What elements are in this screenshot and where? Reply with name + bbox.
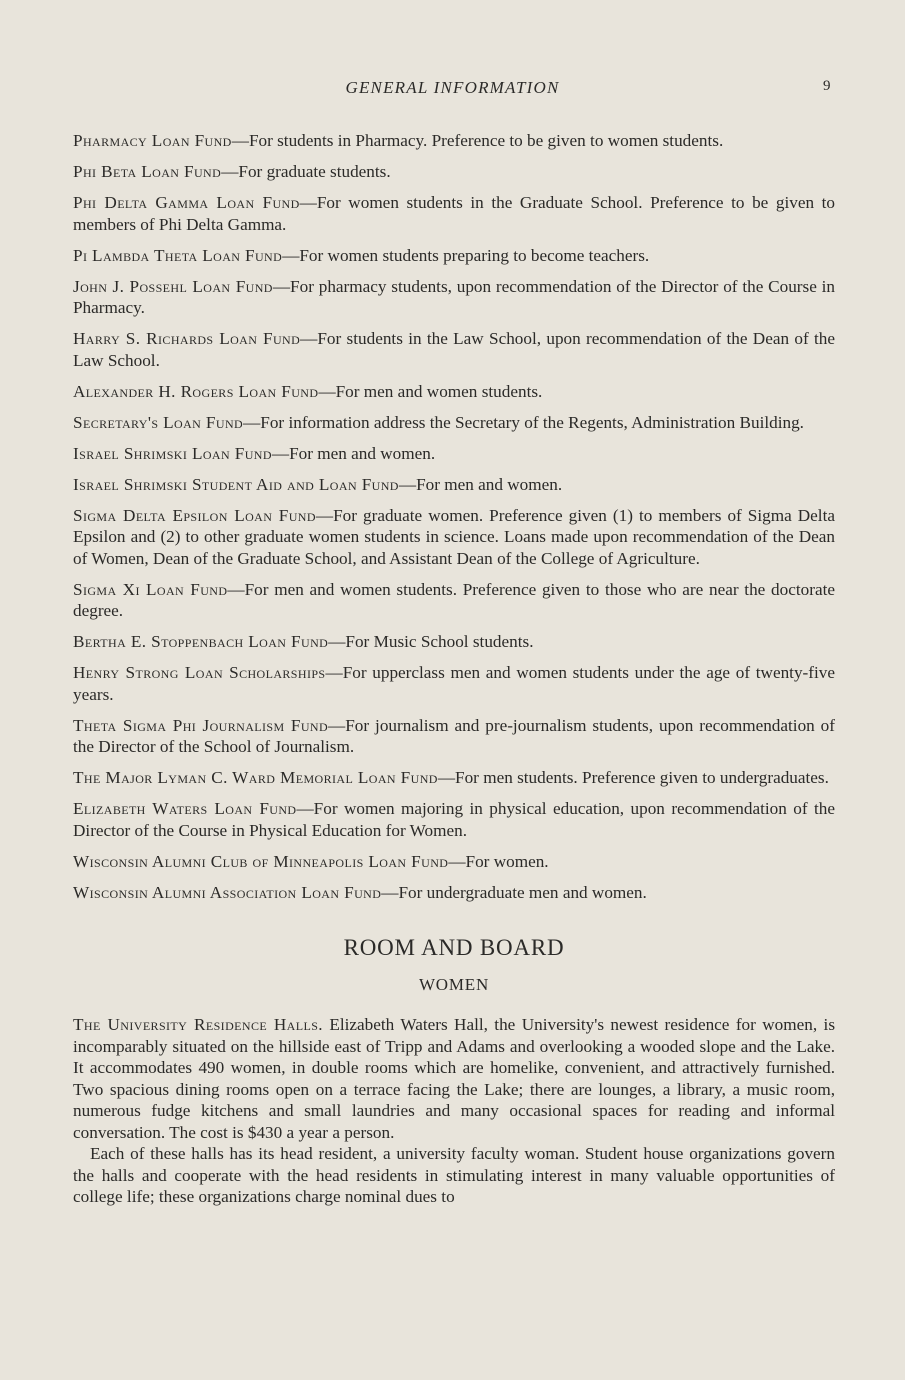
- loan-fund-entry: [73, 851, 835, 873]
- loan-fund-entry: [73, 245, 835, 267]
- fund-name: Phi Delta Gamma Loan Fund: [73, 193, 300, 212]
- loan-fund-entry: [73, 412, 835, 434]
- fund-name: Pharmacy Loan Fund: [73, 131, 232, 150]
- fund-name: John J. Possehl Loan Fund: [73, 276, 273, 296]
- fund-description: —For men and women students.: [318, 381, 543, 401]
- page-number: 9: [823, 78, 831, 94]
- fund-description: —For men and women.: [398, 474, 563, 494]
- fund-name: Henry Strong Loan Scholarships: [73, 663, 326, 682]
- loan-fund-list: [73, 130, 835, 903]
- head-resident-paragraph: Each of these halls has its head resident, a university faculty woman. Student house organizations govern the halls and cooperate with the head residents in stimulating interest in many valuable opportunities of college life; these organizations charge nominal dues to: [73, 1144, 835, 1206]
- fund-description: —For graduate students.: [221, 162, 391, 181]
- fund-description: —For Music School students.: [328, 632, 534, 651]
- fund-description: —For journalism and pre-journalism students, upon recommendation of the Director of the School of Journalism.: [73, 715, 836, 756]
- fund-name: Elizabeth Waters Loan Fund: [73, 799, 297, 818]
- loan-fund-entry: [73, 767, 835, 789]
- loan-fund-entry: [73, 161, 835, 183]
- fund-name: Israel Shrimski Loan Fund: [73, 443, 272, 463]
- fund-name: Wisconsin Alumni Association Loan Fund: [73, 882, 382, 902]
- fund-name: Sigma Delta Epsilon Loan Fund: [73, 505, 316, 525]
- running-header: [0, 78, 905, 100]
- loan-fund-entry: [73, 276, 835, 319]
- subsection-heading: WOMEN: [418, 975, 490, 994]
- loan-fund-entry: [73, 474, 835, 496]
- loan-fund-entry: [73, 328, 835, 371]
- fund-name: Pi Lambda Theta Loan Fund: [73, 245, 283, 265]
- fund-name: Israel Shrimski Student Aid and Loan Fund: [73, 474, 399, 494]
- loan-fund-entry: [73, 505, 835, 570]
- loan-fund-entry: [73, 192, 835, 235]
- fund-description: —For graduate women. Preference given (1) to members of Sigma Delta Epsilon and (2) to other graduate women students in science. Loans made upon recommendation of the Dean of Women, Dean of the Graduate School, and Assistant Dean of the College of Agriculture.: [73, 505, 835, 568]
- fund-description: —For men students. Preference given to undergraduates.: [437, 768, 829, 787]
- running-title: GENERAL INFORMATION: [345, 78, 560, 97]
- fund-name: Sigma Xi Loan Fund: [73, 579, 228, 599]
- fund-description: —For men and women.: [271, 443, 436, 463]
- section-heading: ROOM AND BOARD: [343, 935, 565, 960]
- loan-fund-entry: [73, 882, 835, 904]
- fund-description: —For upperclass men and women students under the age of twenty-five years.: [73, 663, 835, 704]
- fund-name: Harry S. Richards Loan Fund: [73, 329, 301, 348]
- loan-fund-entry: [73, 130, 835, 152]
- paragraph-lead: The University Residence Halls.: [73, 1015, 323, 1034]
- loan-fund-entry: [73, 715, 835, 758]
- loan-fund-entry: [73, 798, 835, 841]
- fund-name: Secretary's Loan Fund: [73, 412, 244, 432]
- loan-fund-entry: [73, 443, 835, 465]
- loan-fund-entry: [73, 381, 835, 403]
- fund-description: —For women.: [448, 851, 549, 871]
- fund-name: The Major Lyman C. Ward Memorial Loan Fund: [73, 768, 438, 787]
- fund-description: —For men and women students. Preference given to those who are near the doctorate degree.: [73, 579, 835, 620]
- loan-fund-entry: [73, 662, 835, 705]
- loan-fund-entry: [73, 631, 835, 653]
- fund-description: —For women majoring in physical education, upon recommendation of the Director of the Course in Physical Education for Women.: [73, 799, 835, 840]
- fund-description: —For women students in the Graduate School. Preference to be given to members of Phi Delta Gamma.: [73, 193, 835, 234]
- residence-halls-paragraph: [73, 1014, 835, 1143]
- fund-name: Wisconsin Alumni Club of Minneapolis Loan Fund: [73, 851, 449, 871]
- fund-name: Alexander H. Rogers Loan Fund: [73, 381, 319, 401]
- fund-name: Theta Sigma Phi Journalism Fund: [73, 715, 329, 735]
- fund-description: —For information address the Secretary of the Regents, Administration Building.: [243, 412, 804, 432]
- fund-description: —For pharmacy students, upon recommendation of the Director of the Course in Pharmacy.: [73, 276, 836, 317]
- fund-name: Bertha E. Stoppenbach Loan Fund: [73, 632, 329, 651]
- paragraph-text: Elizabeth Waters Hall, the University's newest residence for women, is incomparably situated on the hillside east of Tripp and Adams and overlooking a wooded slope and the Lake. It accommodates 490 women, in double rooms which are homelike, convenient, and attractively furnished. Two spacious dining rooms open on a terrace facing the Lake; there are lounges, a library, a music room, numerous fudge kitchens and small laundries and many occasional spaces for reading and informal conversation. The cost is $430 a year a person.: [73, 1015, 836, 1142]
- fund-name: Phi Beta Loan Fund: [73, 162, 222, 181]
- fund-description: —For students in Pharmacy. Preference to be given to women students.: [231, 131, 724, 150]
- fund-description: —For students in the Law School, upon recommendation of the Dean of the Law School.: [73, 329, 835, 370]
- loan-fund-entry: [73, 579, 835, 622]
- page-body: [73, 130, 835, 1208]
- fund-description: —For women students preparing to become teachers.: [282, 245, 650, 265]
- fund-description: —For undergraduate men and women.: [381, 882, 647, 902]
